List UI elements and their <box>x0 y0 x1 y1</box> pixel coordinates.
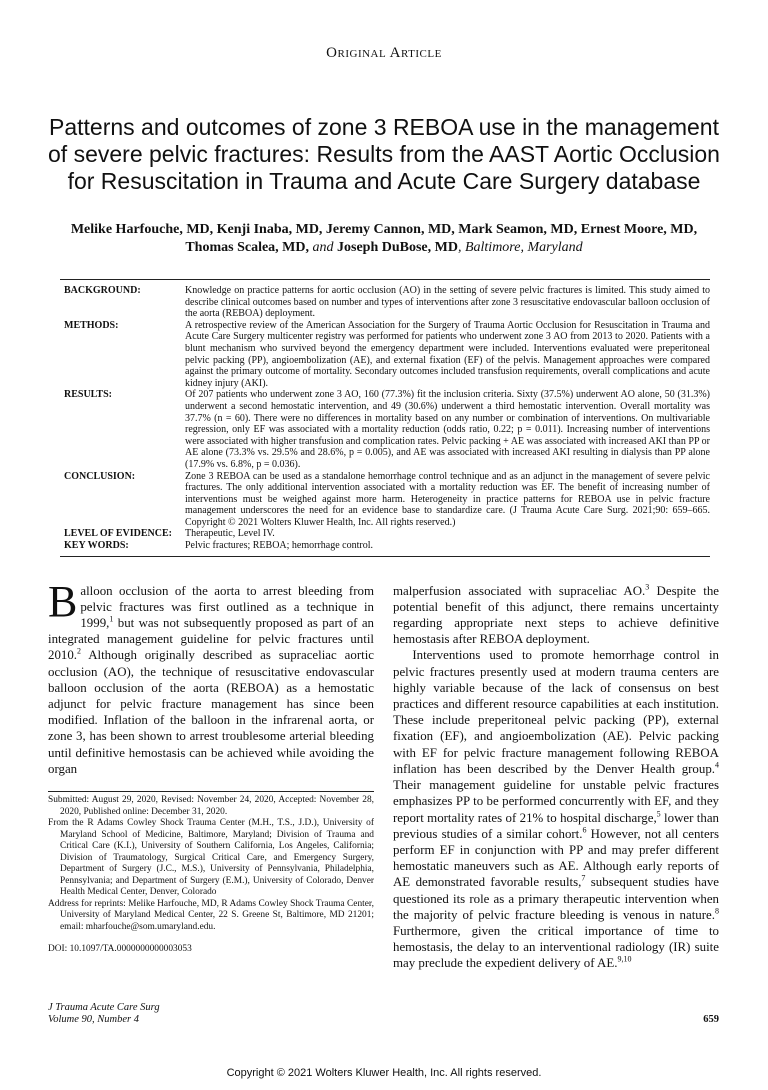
doi: DOI: 10.1097/TA.0000000000003053 <box>48 944 192 955</box>
citation-ref: 7 <box>581 874 586 884</box>
authors-line-1: Melike Harfouche, MD, Kenji Inaba, MD, Jeremy Cannon, MD, Mark Seamon, MD, Ernest Moore, MD, <box>70 222 698 237</box>
abstract-row <box>60 320 710 390</box>
authors-and: and <box>312 240 334 255</box>
text-run: subsequent studies have questioned its role as a primary therapeutic intervention when the majority of pelvic fracture bleeding is venous in nature. <box>393 875 719 922</box>
citation-ref: 2 <box>77 647 82 657</box>
author-location: , Baltimore, Maryland <box>457 240 583 255</box>
abstract-text: Pelvic fractures; REBOA; hemorrhage control. <box>185 540 373 552</box>
text-run: Despite the potential benefit of this adjunct, there remains uncertainty regarding appropriate next steps to achieve definitive hemostasis after REBOA deployment. <box>393 583 719 647</box>
author-list <box>50 221 718 257</box>
page-footer <box>48 1002 719 1026</box>
text-run: Although originally described as supraceliac aortic occlusion (AO), the technique of resuscitative endovascular balloon occlusion of the aorta (REBOA) as a hemostatic adjunct for pelvic fracture management has since been modified. Inflation of the balloon in the infrarenal aorta, or zone 3, has been shown to arrest troublesome arterial bleeding until definitive hemostasis can be achieved while avoiding the organ <box>48 648 374 776</box>
body-paragraph <box>393 647 719 971</box>
abstract-label: LEVEL OF EVIDENCE: <box>64 528 172 540</box>
abstract-text: A retrospective review of the American Association for the Surgery of Trauma Aortic Occlusion for Resuscitation in Trauma and Acute Care Surgery multicenter registry was performed for patients who underwent zone 3 AO from 2013 to 2020. Patients with a blunt mechanism who survived beyond the emergency department were included. Interventions evaluated were preperitoneal pelvic packing (PP), angioembolization (AE), and external fixation (EF) of the pelvis. Management approaches were compared against the primary outcome of mortality. Secondary outcomes included transfusion requirements, overall complications and acute kidney injury (AKI). <box>185 319 710 389</box>
page-number: 659 <box>703 1013 719 1025</box>
footnote: Submitted: August 29, 2020, Revised: November 24, 2020, Accepted: November 28, 2020, Published online: December 31, 2020. <box>48 795 374 817</box>
abstract-row <box>60 285 710 320</box>
citation-ref: 1 <box>109 614 114 624</box>
text-run: alloon occlusion of the aorta to arrest bleeding from pelvic fractures was first outlined as a technique in 1999, <box>80 583 374 631</box>
abstract-label: METHODS: <box>64 319 119 331</box>
body-paragraph <box>393 583 719 648</box>
paragraph-text <box>48 576 374 776</box>
text-run: Interventions used to promote hemorrhage control in pelvic fractures presently used at modern trauma centers are highly variable because of the lack of consensus on best practices and different resource capabilities at each institution. These include preperitoneal pelvic packing (PP), external fixation (EF), and angioembolization (AE). Pelvic packing with EF for pelvic fracture management following REBOA inflation has been described by the Denver Health group. <box>393 648 719 776</box>
footnote: From the R Adams Cowley Shock Trauma Center (M.H., T.S., J.D.), University of Maryland School of Medicine, Baltimore, Maryland; Division of Trauma and Critical Care (K.I.), University of Southern California, Los Angeles, California; Division of Traumatology, Surgical Critical Care, and Emergency Surgery, Department of Surgery (J.C., M.S.), University of Pennsylvania, Philadelphia, Pennsylvania; and Department of Surgery (E.M.), University of Colorado, Denver Health Medical Center, Denver, Colorado <box>48 818 374 898</box>
abstract-row <box>60 528 710 540</box>
body-columns <box>48 576 720 972</box>
abstract-label: KEY WORDS: <box>64 540 129 552</box>
footnotes <box>48 795 374 933</box>
last-author: Joseph DuBose, MD <box>337 240 458 255</box>
citation-ref: 4 <box>715 760 719 770</box>
abstract-text: Of 207 patients who underwent zone 3 AO, 160 (77.3%) fit the inclusion criteria. Sixty (37.5%) underwent AO alone, 50 (31.3%) underwent a second hemostatic intervention, and 49 (30.6%) underwent a third hemostatic intervention. Overall mortality was 37.7% (n = 60). There were no differences in mortality based on any number or combination of interventions. On multivariable regression, only EF was associated with a mortality reduction (odds ratio, 0.22; p = 0.011). Increasing number of interventions were associated with higher transfusion and complication rates. Pelvic packing + AE was associated with increased AKI than PP or AE alone (73.3% vs. 29.5% and 28.6%, p = 0.005), and AE was associated with increased AKI resulting in dialysis than PP alone (17.9% vs. 6.8%, p = 0.036). <box>185 389 710 470</box>
text-run: Their management guideline for unstable pelvic fractures emphasizes PP to be performed concurrently with EF, and they report mortality rates of 21% to hospital discharge, <box>393 778 719 825</box>
abstract-label: BACKGROUND: <box>64 285 141 296</box>
citation-ref: 3 <box>645 582 650 592</box>
drop-cap: B <box>48 576 78 626</box>
abstract-label: CONCLUSION: <box>64 470 136 482</box>
journal-name: J Trauma Acute Care Surg <box>48 1001 160 1013</box>
authors-line-2: Thomas Scalea, MD, <box>185 240 309 255</box>
body-left-column <box>48 576 374 955</box>
section-label: Original Article <box>326 45 442 61</box>
text-run: lower than previous studies of a similar cohort. <box>393 810 719 841</box>
text-run: However, not all centers perform EF in conjunction with PP and may prefer different hemostatic maneuvers such as AE. Although early reports of AE demonstrated favorable results, <box>393 826 720 890</box>
text-run: Furthermore, given the critical importance of time to hemostasis, the delay to an interventional radiology (IR) suite may preclude the expedient delivery of AE. <box>393 923 719 971</box>
copyright-notice: Copyright © 2021 Wolters Kluwer Health, Inc. All rights reserved. <box>226 1066 542 1079</box>
body-paragraph <box>48 576 374 777</box>
abstract <box>60 279 710 557</box>
abstract-row <box>60 389 710 470</box>
footnote: Address for reprints: Melike Harfouche, MD, R Adams Cowley Shock Trauma Center, University of Maryland Medical Center, 22 S. Greene St, Baltimore, MD 21201; email: mharfouche@som.umaryland.edu. <box>48 898 374 932</box>
citation-ref: 5 <box>656 809 661 819</box>
article-title: Patterns and outcomes of zone 3 REBOA use in the management of severe pelvic fractures: Results from the AAST Aortic Occlusion for Resuscitation in Trauma and Acute Care Surgery database <box>48 114 720 194</box>
abstract-text: Therapeutic, Level IV. <box>185 528 275 540</box>
citation-ref: 6 <box>582 825 587 835</box>
abstract-text: Knowledge on practice patterns for aortic occlusion (AO) in the setting of severe pelvic fractures is limited. This study aimed to describe clinical outcomes based on number and types of interventions after zone 3 resuscitative endovascular balloon occlusion of the aorta (REBOA) deployment. <box>185 285 710 320</box>
journal-volume: Volume 90, Number 4 <box>48 1013 139 1025</box>
footnote-divider <box>48 791 374 792</box>
citation-ref: 8 <box>715 906 719 916</box>
body-right-column <box>393 583 719 972</box>
abstract-row <box>60 471 710 529</box>
journal-footer <box>48 1002 160 1026</box>
abstract-label: RESULTS: <box>64 389 112 401</box>
text-run: but was not subsequently proposed as part of an integrated management guideline for pelvic fractures until 2010. <box>48 616 374 663</box>
text-run: malperfusion associated with supraceliac AO. <box>393 583 646 598</box>
abstract-text: Zone 3 REBOA can be used as a standalone hemorrhage control technique and as an adjunct in the management of severe pelvic fractures. The only additional intervention associated with a mortality reduction was EF. The benefit of increasing number of interventions must be weighed against more harm. Heterogeneity in practice patterns for REBOA use in pelvic fracture management underscores the need for an evidence base to standardize care. (J Trauma Acute Care Surg. 2021;90: 659–665. Copyright © 2021 Wolters Kluwer Health, Inc. All rights reserved.) <box>185 470 710 528</box>
citation-ref: 9,10 <box>617 955 632 965</box>
abstract-row <box>60 540 710 552</box>
